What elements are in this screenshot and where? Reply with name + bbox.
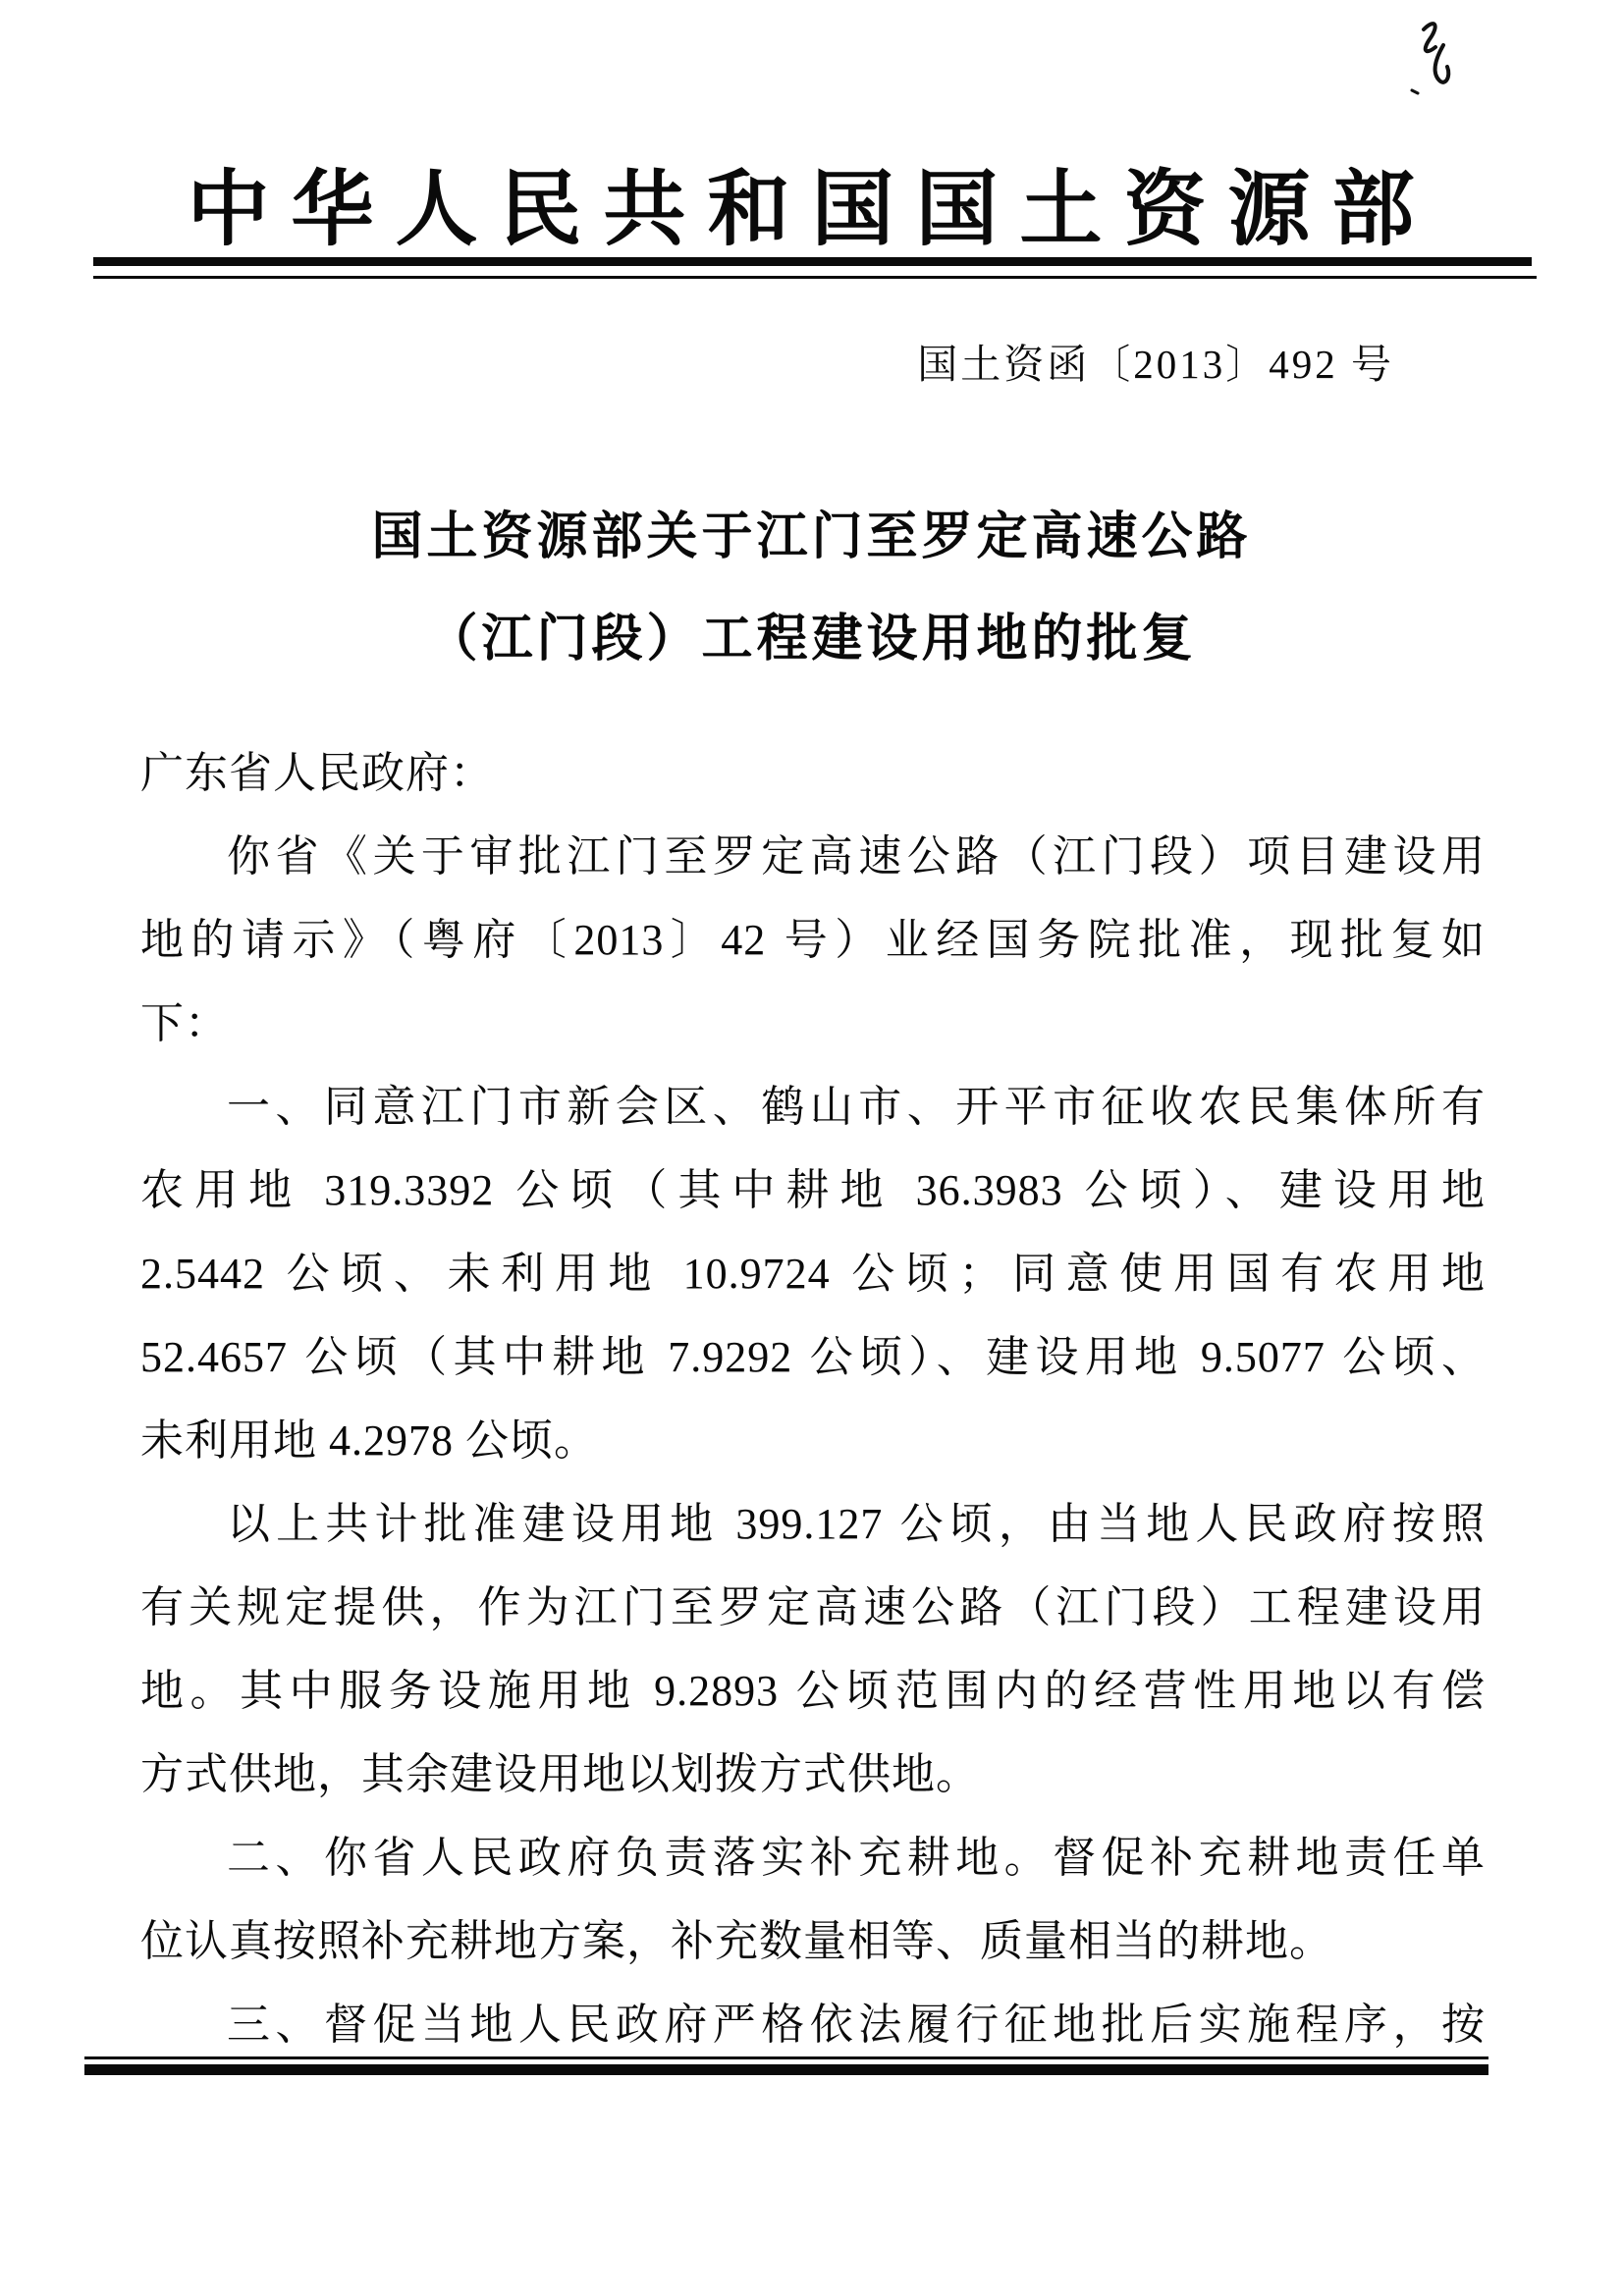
footer-rule-thin [84, 2056, 1488, 2059]
footer-rule-thick [84, 2064, 1488, 2075]
document-number: 国土资函〔2013〕492 号 [917, 342, 1394, 387]
header-rule-thin [93, 276, 1537, 279]
document-title-line1: 国土资源部关于江门至罗定高速公路 [371, 509, 1252, 565]
body-line: 52.4657 公顷（其中耕地 7.9292 公顷）、建设用地 9.5077 公顷、 [140, 1333, 1486, 1381]
body-line: 三、督促当地人民政府严格依法履行征地批后实施程序，按 [227, 2001, 1486, 2049]
body-line: 下： [140, 999, 229, 1047]
body-line: 你省《关于审批江门至罗定高速公路（江门段）项目建设用 [227, 832, 1486, 881]
document-body [140, 731, 1486, 2066]
body-line: 未利用地 4.2978 公顷。 [140, 1416, 598, 1465]
body-line: 地的请示》（粤府〔2013〕42 号）业经国务院批准，现批复如 [140, 916, 1486, 964]
body-line: 农用地 319.3392 公顷（其中耕地 36.3983 公顷）、建设用地 [140, 1166, 1486, 1214]
body-line: 一、同意江门市新会区、鹤山市、开平市征收农民集体所有 [227, 1083, 1486, 1131]
ministry-masthead: 中华人民共和国国土资源部 [187, 165, 1436, 256]
body-line: 方式供地，其余建设用地以划拨方式供地。 [140, 1750, 980, 1798]
salutation: 广东省人民政府： [140, 749, 494, 797]
document-title [0, 487, 1623, 691]
body-line: 地。其中服务设施用地 9.2893 公顷范围内的经营性用地以有偿 [140, 1667, 1486, 1715]
handwritten-scribble-icon [1406, 12, 1475, 100]
body-line: 以上共计批准建设用地 399.127 公顷，由当地人民政府按照 [227, 1500, 1486, 1548]
body-line: 有关规定提供，作为江门至罗定高速公路（江门段）工程建设用 [140, 1583, 1486, 1631]
body-line: 二、你省人民政府负责落实补充耕地。督促补充耕地责任单 [227, 1834, 1486, 1882]
body-line: 2.5442 公顷、未利用地 10.9724 公顷；同意使用国有农用地 [140, 1250, 1486, 1298]
document-title-line2: （江门段）工程建设用地的批复 [426, 612, 1197, 667]
body-line: 位认真按照补充耕地方案，补充数量相等、质量相当的耕地。 [140, 1917, 1333, 1965]
header-rule-thick [93, 257, 1532, 266]
